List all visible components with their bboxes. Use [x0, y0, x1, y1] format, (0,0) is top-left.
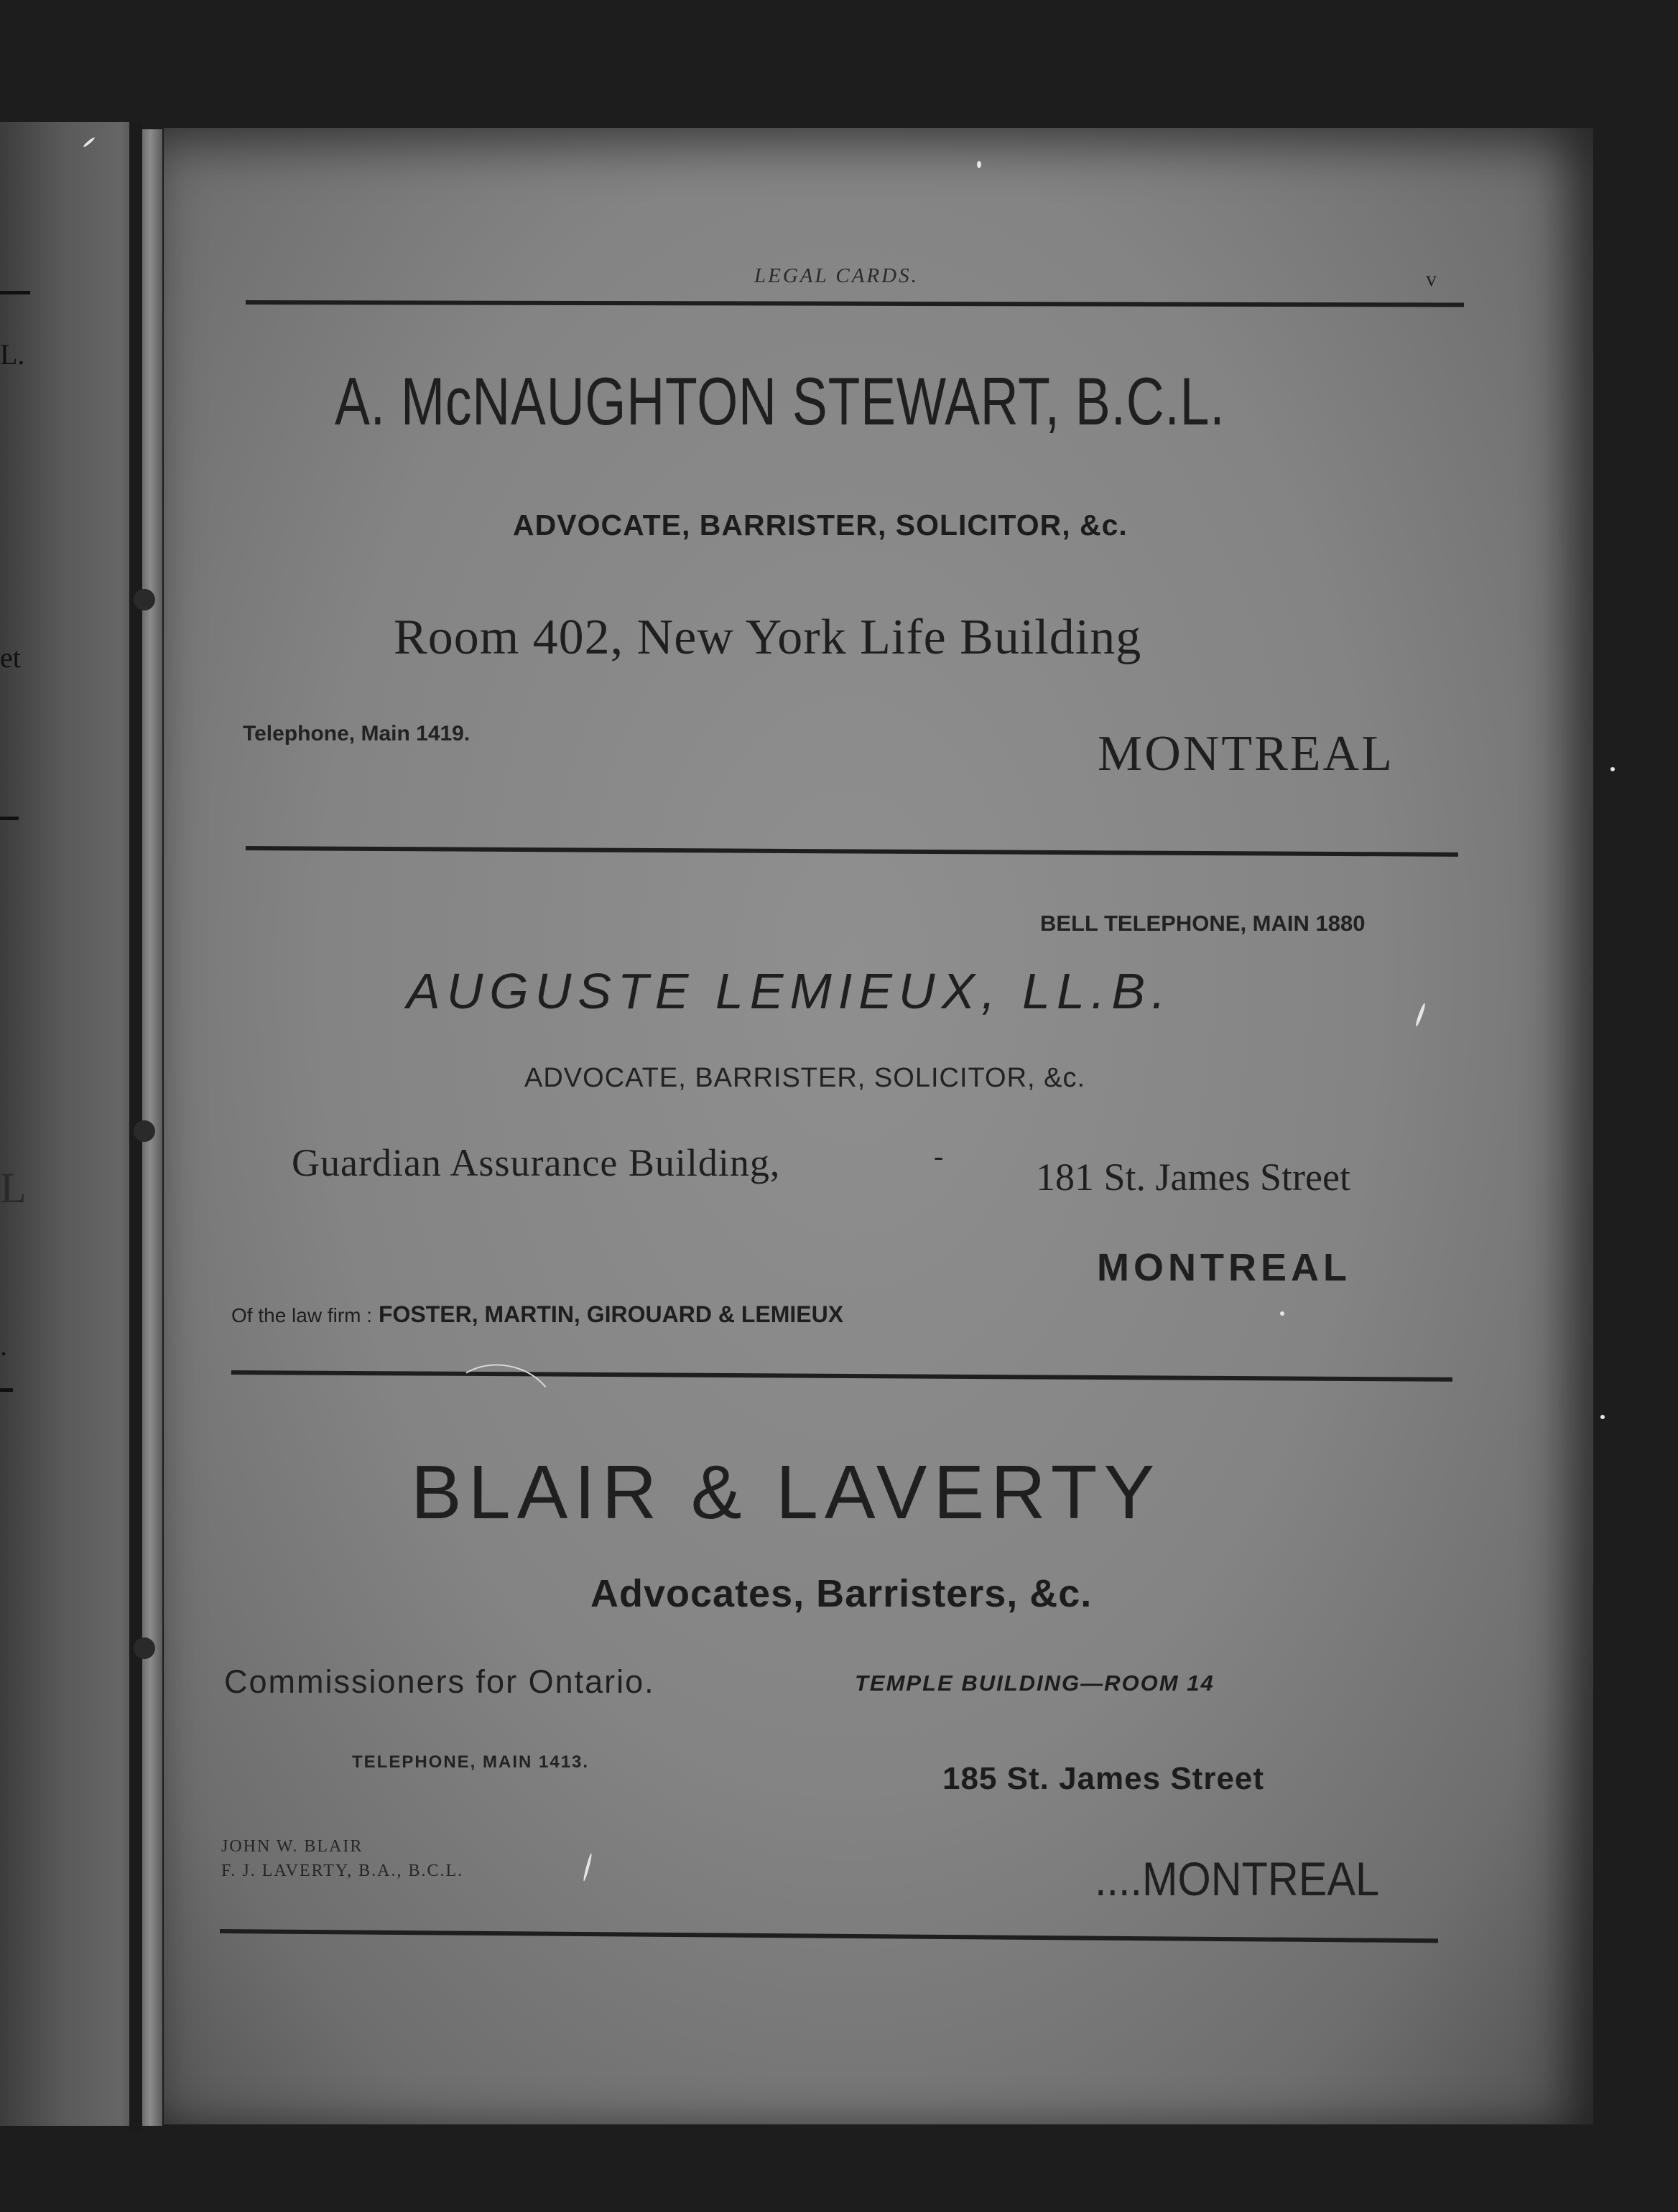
card-building: Guardian Assurance Building, [292, 1141, 781, 1184]
card-partner: F. J. LAVERTY, B.A., B.C.L. [221, 1862, 464, 1880]
card-name: BLAIR & LAVERTY [411, 1450, 1162, 1535]
left-page-rule [0, 1388, 13, 1392]
card-profession: ADVOCATE, BARRISTER, SOLICITOR, &c. [524, 1063, 1086, 1093]
card-law-firm [231, 1301, 843, 1328]
card-street: 185 St. James Street [942, 1761, 1265, 1796]
binding-stitch [134, 1120, 155, 1142]
dust-speck [1280, 1311, 1284, 1316]
law-firm-label: Of the law firm : [231, 1304, 373, 1326]
left-page-fragment: L. [0, 338, 25, 371]
binding-stitch [134, 1637, 155, 1659]
left-page-rule [0, 817, 19, 820]
left-page-fragment: . [0, 1329, 7, 1362]
law-firm-name: FOSTER, MARTIN, GIROUARD & LEMIEUX [378, 1301, 844, 1327]
binding-stitch [134, 589, 155, 610]
dust-speck [1600, 1415, 1605, 1419]
dust-speck [977, 161, 981, 168]
card-name: A. McNAUGHTON STEWART, B.C.L. [335, 363, 1225, 439]
running-head: LEGAL CARDS. [754, 264, 919, 287]
card-bell-telephone: BELL TELEPHONE, MAIN 1880 [1040, 911, 1366, 936]
card-profession: ADVOCATE, BARRISTER, SOLICITOR, &c. [513, 508, 1128, 542]
left-page-fragment: L [0, 1164, 27, 1212]
left-page-fragment: et [0, 641, 21, 674]
card-profession: Advocates, Barristers, &c. [590, 1572, 1093, 1615]
card-city: MONTREAL [1098, 726, 1394, 781]
card-commissioners: Commissioners for Ontario. [224, 1663, 655, 1700]
card-building: TEMPLE BUILDING—ROOM 14 [855, 1670, 1215, 1696]
card-telephone: TELEPHONE, MAIN 1413. [352, 1752, 590, 1772]
left-page-rule [0, 291, 30, 294]
card-separator: - [934, 1140, 944, 1172]
card-street: 181 St. James Street [1036, 1156, 1350, 1199]
dust-speck [1610, 767, 1615, 771]
page-mark: v [1426, 267, 1437, 291]
card-city: MONTREAL [1097, 1246, 1351, 1289]
card-partner: JOHN W. BLAIR [221, 1837, 363, 1856]
card-address: Room 402, New York Life Building [394, 610, 1142, 665]
card-name: AUGUSTE LEMIEUX, LL.B. [407, 963, 1172, 1019]
card-telephone: Telephone, Main 1419. [243, 722, 471, 745]
left-facing-page [0, 122, 142, 2126]
card-city: ....MONTREAL [1095, 1852, 1380, 1905]
